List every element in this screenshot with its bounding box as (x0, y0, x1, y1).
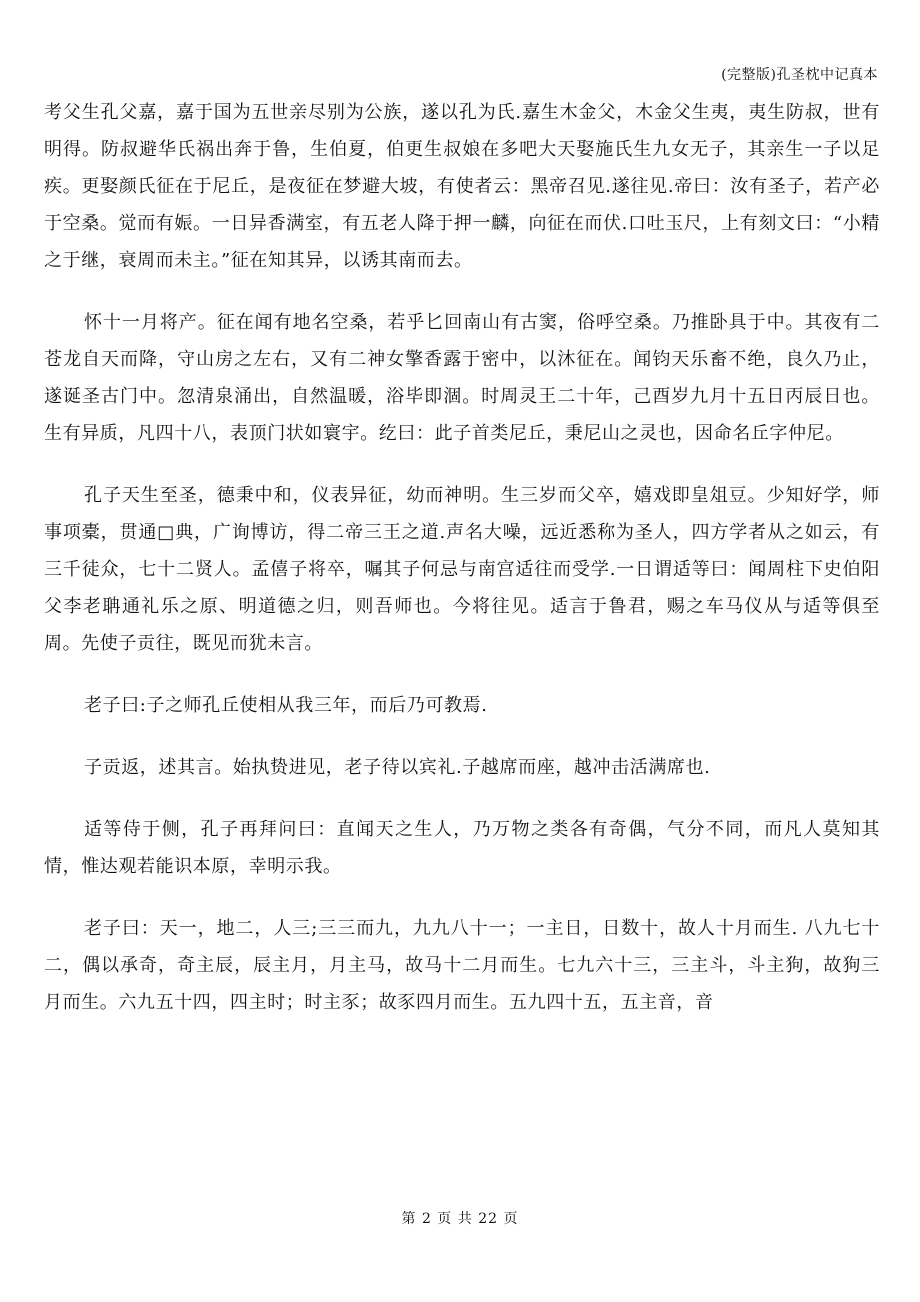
document-header: (完整版)孔圣枕中记真本 (721, 67, 878, 83)
paragraph-4: 老子曰:子之师孔丘使相从我三年，而后乃可教焉. (84, 695, 488, 716)
page-number-footer: 第 2 页 共 22 页 (401, 1211, 519, 1227)
document-body (44, 94, 880, 1046)
paragraph-7: 老子曰：天一，地二，人三;三三而九，九九八十一；一主日，日数十，故人十月而生. 八九七十二，偶以承奇，奇主辰，辰主月，月主马，故马十二月而生。七九六十三，三主斗，斗主狗，故狗三月而生。六九五十四，四主时；时主豕；故豕四月而生。五九四十五，五主音，音 (44, 918, 880, 1013)
paragraph-2: 怀十一月将产。征在闻有地名空桑，若乎匕回南山有古窦，俗呼空桑。乃推卧具于中。其夜有二苍龙自天而降，守山房之左右，又有二神女擎香露于密中，以沐征在。闻钧天乐畜不绝，良久乃止，遂诞圣古门中。忽清泉涌出，自然温暖，浴毕即涸。时周灵王二十年，己酉岁九月十五日丙辰日也。生有异质，凡四十八，表顶门状如寰宇。纥曰：此子首类尼丘，秉尼山之灵也，因命名丘字仲尼。 (44, 312, 880, 444)
paragraph-3: 孔子天生至圣，德秉中和，仪表异征，幼而神明。生三岁而父卒，嬉戏即皇俎豆。少知好学，师事项橐，贯通□典，广询博访，得二帝三王之道.声名大噪，远近悉称为圣人，四方学者从之如云，有三千徒众，七十二贤人。孟僖子将卒，嘱其子何忌与南宫适往而受学.一日谓适等曰：闻周柱下史伯阳父李老聃通礼乐之原、明道德之归，则吾师也。今将往见。适言于鲁君，赐之车马仪从与适等俱至周。先使子贡往，既见而犹未言。 (44, 485, 880, 654)
paragraph-6: 适等侍于侧，孔子再拜问曰：直闻天之生人，乃万物之类各有奇偶，气分不同，而凡人莫知其情，惟达观若能识本原，幸明示我。 (44, 819, 880, 877)
paragraph-5: 子贡返，述其言。始执贽进见，老子待以宾礼.子越席而座，越冲击活满席也. (84, 757, 711, 778)
paragraph-1: 考父生孔父嘉，嘉于国为五世亲尽别为公族，遂以孔为氏.嘉生木金父，木金父生夷，夷生防叔，世有明得。防叔避华氏祸出奔于鲁，生伯夏，伯更生叔娘在多吧大天娶施氏生九女无子，其亲生一子以足疾。更娶颜氏征在于尼丘，是夜征在梦避大坡，有使者云：黑帝召见.遂往见.帝曰：汝有圣子，若产必于空桑。觉而有娠。一日异香满室，有五老人降于押一麟，向征在而伏.口吐玉尺，上有刻文曰：“小精之于继，衰周而未主。”征在知其异，以诱其南而去。 (44, 102, 880, 271)
